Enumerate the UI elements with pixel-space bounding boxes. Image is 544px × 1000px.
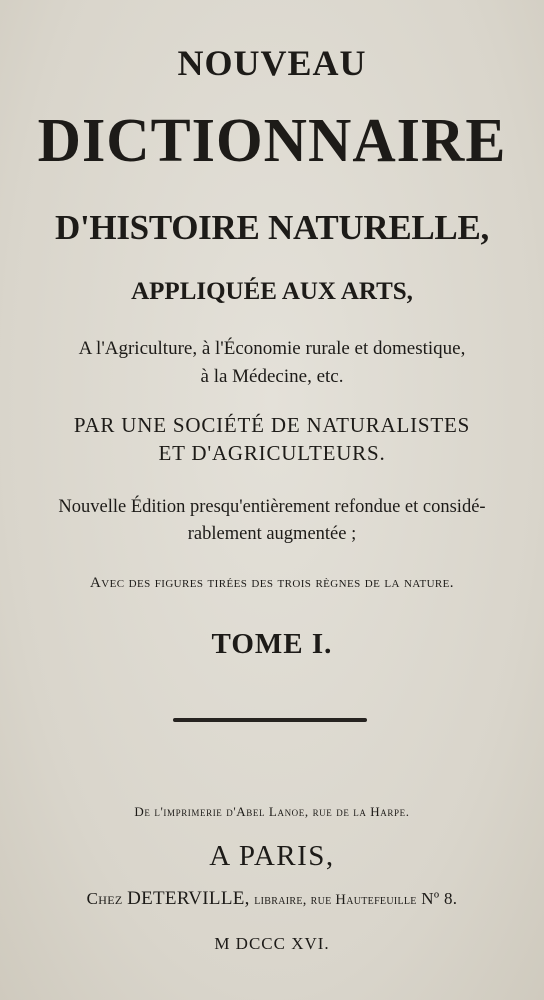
title-nouveau: NOUVEAU: [177, 43, 367, 83]
publisher-number: Nº 8.: [421, 889, 458, 908]
figures-note: Avec des figures tirées des trois règnes de la nature.: [90, 575, 454, 591]
authors-line-2: ET D'AGRICULTEURS.: [158, 441, 386, 465]
publication-year: M DCCC XVI.: [214, 934, 330, 953]
divider-rule: [173, 718, 367, 722]
title-histoire-naturelle: D'HISTOIRE NATURELLE,: [55, 208, 489, 247]
publisher-chez: Chez: [86, 889, 123, 908]
title-dictionnaire: DICTIONNAIRE: [37, 105, 507, 175]
publisher-name: DETERVILLE,: [127, 888, 250, 909]
printer-line: De l'imprimerie d'Abel Lanoe, rue de la Harpe.: [134, 804, 410, 819]
subtitle-arts: APPLIQUÉE AUX ARTS,: [131, 278, 413, 305]
volume-number: TOME I.: [211, 628, 333, 660]
authors-line-1: PAR UNE SOCIÉTÉ DE NATURALISTES: [73, 413, 471, 437]
publisher-line: [0, 888, 544, 910]
publisher-address: libraire, rue Hautefeuille: [254, 892, 417, 908]
edition-line-2: rablement augmentée ;: [187, 524, 357, 544]
edition-line-1: Nouvelle Édition presqu'entièrement refondue et considé-: [58, 497, 486, 517]
subtitle-agriculture: A l'Agriculture, à l'Économie rurale et domestique,: [78, 338, 466, 359]
city-line: A PARIS,: [209, 840, 335, 872]
subtitle-medecine: à la Médecine, etc.: [200, 366, 344, 387]
